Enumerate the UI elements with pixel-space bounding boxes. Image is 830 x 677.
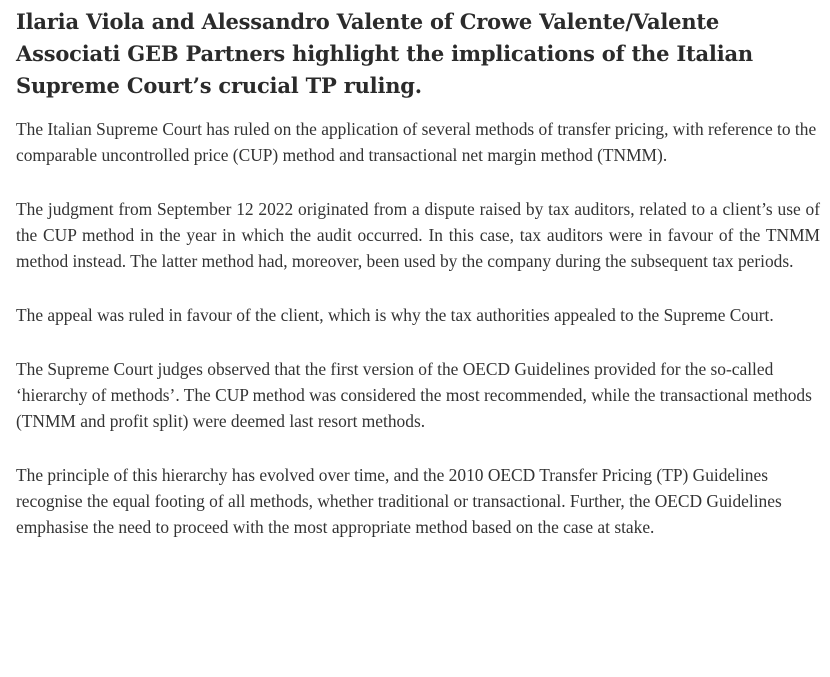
article [16,6,820,568]
article-paragraph-4: The Supreme Court judges observed that the first version of the OECD Guidelines provided for the so-called ‘hierarchy of methods’. The CUP method was considered the most recommended, while the transactional methods (TNMM and profit split) were deemed last resort methods. [16,359,812,431]
article-paragraph-3: The appeal was ruled in favour of the client, which is why the tax authorities appealed to the Supreme Court. [16,305,774,325]
article-paragraph-1: The Italian Supreme Court has ruled on the application of several methods of transfer pricing, with reference to the comparable uncontrolled price (CUP) method and transactional net margin method (TNMM). [16,119,817,165]
article-headline: Ilaria Viola and Alessandro Valente of Crowe Valente/Valente Associati GEB Partners highlight the implications of the Italian Supreme Court’s crucial TP ruling. [16,9,753,98]
article-paragraph-5: The principle of this hierarchy has evolved over time, and the 2010 OECD Transfer Pricing (TP) Guidelines recognise the equal footing of all methods, whether traditional or transactional. Further, the OECD Guidelines emphasise the need to proceed with the most appropriate method based on the case at stake. [16,465,782,537]
article-paragraph-2: The judgment from September 12 2022 originated from a dispute raised by tax auditors, related to a client’s use of the CUP method in the year in which the audit occurred. In this case, tax auditors were in favour of the TNMM method instead. The latter method had, moreover, been used by the company during the subsequent tax periods. [16,199,820,271]
